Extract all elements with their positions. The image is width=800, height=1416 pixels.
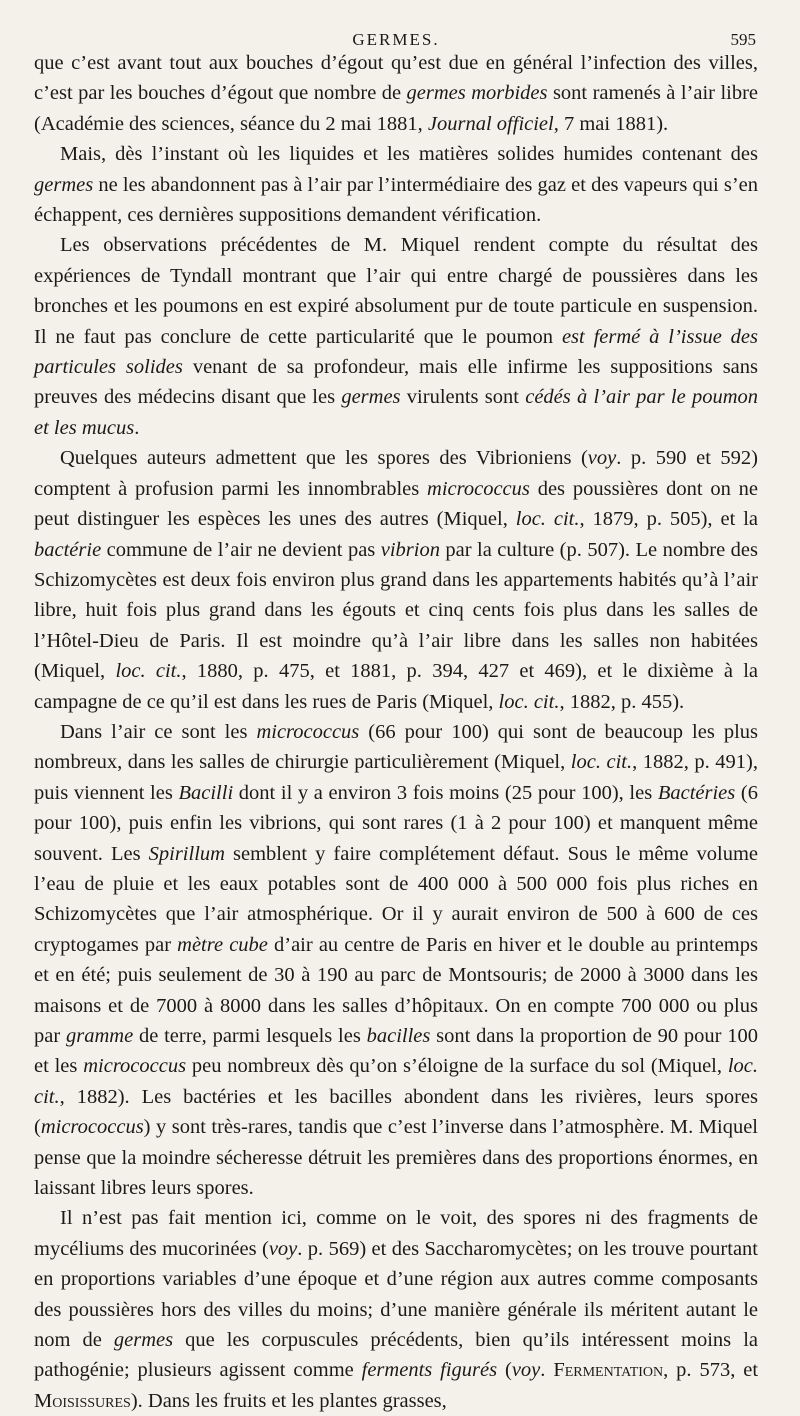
italic-text: micrococcus [427,477,530,500]
running-title: GERMES. [352,30,440,49]
italic-text: Bactéries [657,781,736,804]
italic-text: germes morbides [406,82,548,105]
italic-text: bactérie [34,538,102,561]
text-run: Dans l’air ce sont les [60,720,257,743]
text-run: d’air au centre de Paris en hiver et le double au printemps et en été; puis seulement de 30 à 190 au parc de Montsouris; de 2000 à 3000 dans les maisons et de 7000 à 8000 dans les salles d’hôpitaux. On en compte 700 000 ou plus par [34,933,758,1047]
paragraph [34,139,758,230]
paragraph [34,443,758,717]
text-run: commune de l’air ne devient pas [101,538,381,561]
text-run: (66 pour 100) qui sont de beaucoup les plus nombreux, dans les salles de chirurgie particulièrement (Miquel, [34,720,758,774]
text-run: virulents sont [400,386,526,409]
page-number: 595 [730,30,756,49]
italic-text: germes [341,386,401,409]
italic-text: loc. cit. [34,1055,758,1108]
text-run: . [540,1359,554,1382]
text-run: , 1882, p. 491), puis viennent les [34,751,758,804]
italic-text: Spirillum [148,842,225,865]
italic-text: loc. cit. [515,508,580,531]
paragraph [34,48,758,139]
italic-text: Bacilli [178,781,234,804]
text-run: sont dans la proportion de 90 pour 100 et les [34,1025,759,1078]
small-caps-text: Fermentation [553,1359,664,1382]
text-run: sont ramenés à l’air libre (Académie des sciences, séance du 2 mai 1881, [34,82,759,135]
text-run: , 7 mai 1881). [553,112,669,135]
text-run: , 1879, p. 505), et la [579,508,758,531]
text-run: (6 pour 100), puis enfin les vibrions, qui sont rares (1 à 2 pour 100) et manquent même souvent. Les [34,781,758,865]
text-run: que c’est avant tout aux bouches d’égout qu’est due en général l’infection des villes, c’est par les bouches d’égout que nombre de [34,52,758,105]
italic-text: voy [587,447,617,470]
text-run: dont il y a environ 3 fois moins (25 pour 100), les [233,781,658,804]
small-caps-text: Moisissures [34,1389,131,1412]
italic-text: mètre cube [177,933,268,956]
italic-text: loc. cit. [570,751,633,774]
text-run: par la culture (p. 507). Le nombre des Schizomycètes est deux fois environ plus grand dans les appartements habités qu’à l’air libre, huit fois plus grand dans les égouts et cinq cents fois plus dans les salles de l’Hôtel-Dieu de Paris. Il est moindre qu’à l’air libre dans les salles non habitées (Miquel, [34,538,758,683]
italic-text: germes [113,1329,174,1352]
page-header [34,0,758,48]
text-run: Mais, dès l’instant où les liquides et les matières solides humides contenant des [60,143,758,166]
italic-text: vibrion [380,538,440,561]
italic-text: micrococcus [83,1055,187,1078]
italic-text: loc. cit. [115,660,182,683]
italic-text: micrococcus [256,720,360,743]
text-run: Les observations précédentes de M. Miquel rendent compte du résultat des expériences de Tyndall montrant que l’air qui entre chargé de poussières dans les bronches et les poumons en est expiré absolument pur de toute particule en suspension. Il ne faut pas conclure de cette particularité que le poumon [34,234,758,348]
text-run: ne les abandonnent pas à l’air par l’intermédiaire des gaz et des vapeurs qui s’en échappent, ces dernières suppositions demandent vérification. [34,173,758,227]
text-run: de terre, parmi lesquels les [133,1025,367,1047]
italic-text: loc. cit. [498,690,560,713]
text-run: que les corpuscules précédents, bien qu’ils intéressent moins la pathogénie; plusieurs agissent comme [34,1329,758,1382]
text-run: . p. 590 et 592) comptent à profusion parmi les innombrables [34,447,758,500]
paragraph [34,230,758,443]
text-run: peu nombreux dès qu’on s’éloigne de la surface du sol (Miquel, [186,1055,728,1078]
text-run: venant de sa profondeur, mais elle infirme les suppositions sans preuves des médecins disant que les [34,356,759,409]
paragraph [34,717,758,1204]
text-run: , 1880, p. 475, et 1881, p. 394, 427 et 469), et le dixième à la campagne de ce qu’il est dans les rues de Paris (Miquel, [34,660,759,713]
italic-text: germes [34,173,94,196]
text-run: ). Dans les fruits et les plantes grasses, [130,1389,447,1412]
text-run: semblent y faire complétement défaut. Sous le même volume l’eau de pluie et les eaux potables sont de 400 000 à 500 000 fois plus riches en Schizomycètes que l’air atmosphérique. Or il y aurait environ de 500 à 600 de ces cryptogames par [34,842,759,956]
text-run: Il n’est pas fait mention ici, comme on le voit, des spores ni des fragments de mycéliums des mucorinées ( [34,1207,758,1260]
text-run: , 1882, p. 455). [559,690,685,713]
text-run: des poussières dont on ne peut distinguer les espèces les unes des autres (Miquel, [34,477,758,531]
italic-text: voy [511,1359,541,1382]
italic-text: cédés à l’air par le poumon et les mucus [34,386,759,439]
italic-text: gramme [65,1025,134,1047]
text-run: ( [497,1359,512,1382]
text-run: , 1882). Les bactéries et les bacilles abondent dans les rivières, leurs spores ( [34,1085,758,1139]
italic-text: Journal officiel [427,112,554,135]
italic-text: est fermé à l’issue des particules solides [34,325,759,379]
body-text [34,48,758,1416]
text-run: , p. 573, et [663,1359,759,1382]
text-run: Quelques auteurs admettent que les spores des Vibrioniens ( [60,447,588,470]
italic-text: bacilles [366,1025,431,1047]
italic-text: voy [268,1237,298,1260]
paragraph [34,1203,758,1416]
italic-text: micrococcus [40,1116,144,1139]
text-run: ) y sont très-rares, tandis que c’est l’inverse dans l’atmosphère. M. Miquel pense que la moindre sécheresse détruit les premières dans des proportions énormes, en laissant libres leurs spores. [34,1116,758,1200]
italic-text: ferments figurés [361,1359,498,1382]
text-run: . [134,416,140,439]
text-run: . p. 569) et des Saccharomycètes; on les trouve pourtant en proportions variables d’une époque et d’une région aux autres comme composants des poussières hors des villes du moins; d’une manière générale ils méritent autant le nom de [34,1237,758,1352]
